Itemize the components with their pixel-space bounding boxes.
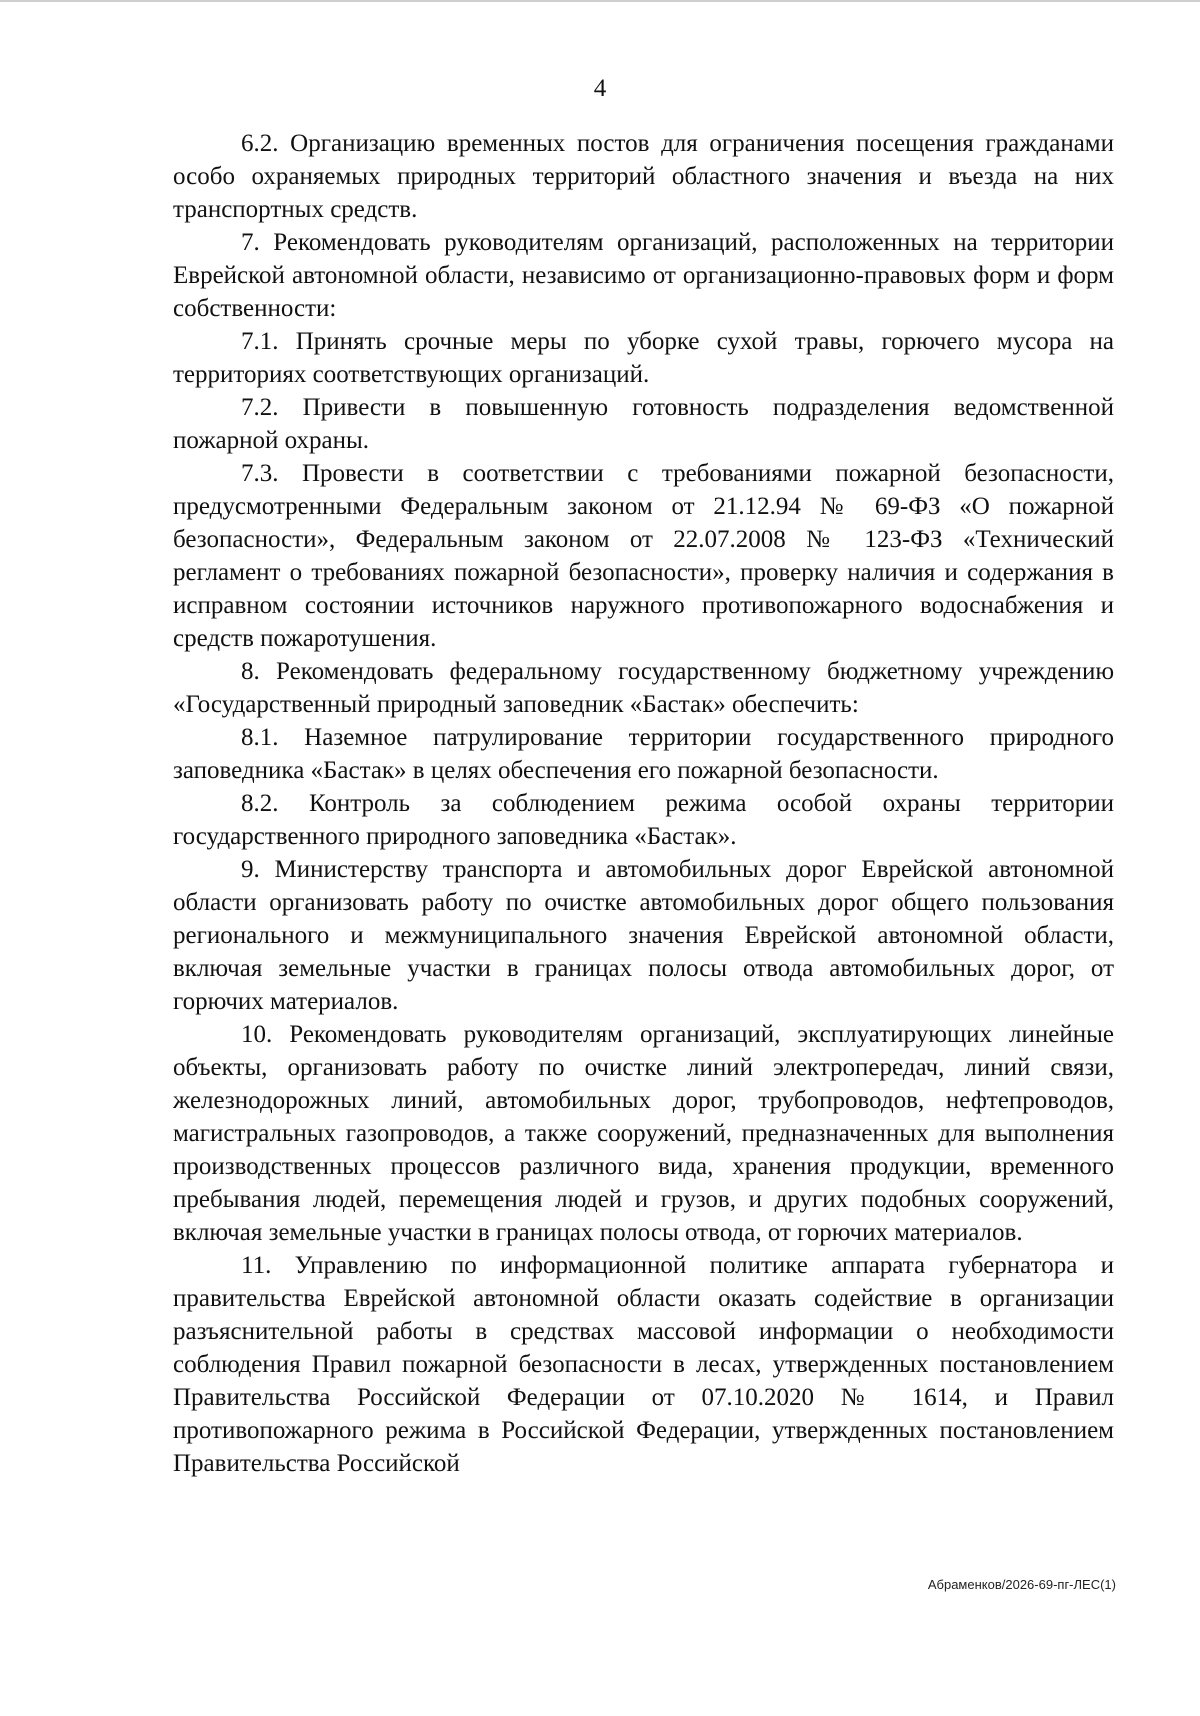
- paragraph-8: 8. Рекомендовать федеральному государственному бюджетному учреждению «Государственный природный заповедник «Бастак» обеспечить:: [173, 658, 1114, 718]
- paragraph-9: 9. Министерству транспорта и автомобильных дорог Еврейской автономной области организовать работу по очистке автомобильных дорог общего пользования регионального и межмуниципального значения Еврейской автономной области, включая земельные участки в границах полосы отвода автомобильных дорог, от горючих материалов.: [173, 856, 1114, 1015]
- page-number: 4: [593, 75, 607, 102]
- paragraph-8-1: 8.1. Наземное патрулирование территории государственного природного заповедника «Бастак» в целях обеспечения его пожарной безопасности.: [173, 724, 1114, 784]
- paragraph-7-2: 7.2. Привести в повышенную готовность подразделения ведомственной пожарной охраны.: [173, 394, 1114, 454]
- scan-edge-line: [0, 0, 1200, 2]
- paragraph-10: 10. Рекомендовать руководителям организаций, эксплуатирующих линейные объекты, организовать работу по очистке линий электропередач, линий связи, железнодорожных линий, автомобильных дорог, трубопроводов, нефтепроводов, магистральных газопроводов, а также сооружений, предназначенных для выполнения производственных процессов различного вида, хранения продукции, временного пребывания людей, перемещения людей и грузов, и других подобных сооружений, включая земельные участки в границах полосы отвода, от горючих материалов.: [173, 1021, 1114, 1246]
- paragraph-6-2: 6.2. Организацию временных постов для ограничения посещения гражданами особо охраняемых природных территорий областного значения и въезда на них транспортных средств.: [173, 130, 1114, 223]
- document-registration-code: Абраменков/2026-69-пг-ЛЕС(1): [927, 1577, 1116, 1592]
- paragraph-11: 11. Управлению по информационной политике аппарата губернатора и правительства Еврейской автономной области оказать содействие в организации разъяснительной работы в средствах массовой информации о необходимости соблюдения Правил пожарной безопасности в лесах, утвержденных постановлением Правительства Российской Федерации от 07.10.2020 № 1614, и Правил противопожарного режима в Российской Федерации, утвержденных постановлением Правительства Российской: [173, 1252, 1114, 1477]
- paragraph-7: 7. Рекомендовать руководителям организаций, расположенных на территории Еврейской автономной области, независимо от организационно-правовых форм и форм собственности:: [173, 229, 1114, 322]
- paragraph-8-2: 8.2. Контроль за соблюдением режима особой охраны территории государственного природного заповедника «Бастак».: [173, 790, 1114, 850]
- paragraph-7-3: 7.3. Провести в соответствии с требованиями пожарной безопасности, предусмотренными Федеральным законом от 21.12.94 № 69-ФЗ «О пожарной безопасности», Федеральным законом от 22.07.2008 № 123-ФЗ «Технический регламент о требованиях пожарной безопасности», проверку наличия и содержания в исправном состоянии источников наружного противопожарного водоснабжения и средств пожаротушения.: [173, 460, 1114, 652]
- paragraph-7-1: 7.1. Принять срочные меры по уборке сухой травы, горючего мусора на территориях соответствующих организаций.: [173, 328, 1114, 388]
- document-body: [173, 127, 1114, 1480]
